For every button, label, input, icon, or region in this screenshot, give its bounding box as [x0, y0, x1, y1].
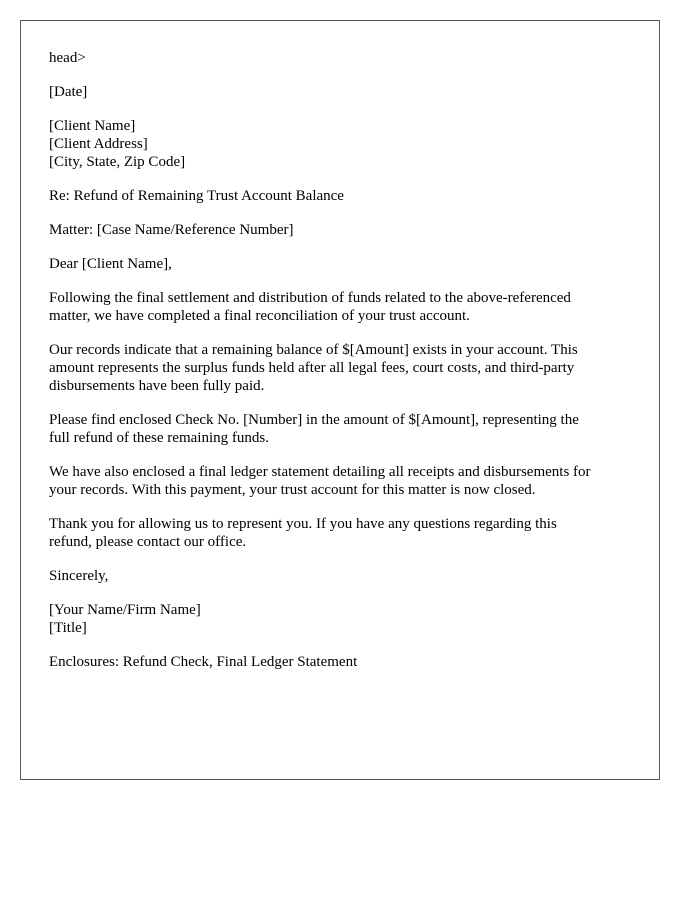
body-line: full refund of these remaining funds. [49, 430, 269, 446]
body-paragraph-4 [49, 463, 631, 499]
letter-date: [Date] [49, 84, 88, 100]
recipient-city-state-zip: [City, State, Zip Code] [49, 154, 186, 170]
enclosures-line: Enclosures: Refund Check, Final Ledger Statement [49, 654, 358, 670]
body-line: disbursements have been fully paid. [49, 378, 265, 394]
body-line: amount represents the surplus funds held after all legal fees, court costs, and third-party [49, 360, 575, 376]
body-line: your records. With this payment, your trust account for this matter is now closed. [49, 482, 536, 498]
body-line: Thank you for allowing us to represent you. If you have any questions regarding this [49, 516, 557, 532]
body-paragraph-2 [49, 341, 631, 395]
recipient-address: [Client Address] [49, 136, 148, 152]
body-line: We have also enclosed a final ledger statement detailing all receipts and disbursements for [49, 464, 591, 480]
body-line: refund, please contact our office. [49, 534, 247, 550]
stray-markup-text: head> [49, 50, 86, 66]
signature-title: [Title] [49, 620, 87, 636]
letter-page [20, 20, 660, 780]
body-paragraph-5 [49, 515, 631, 551]
matter-line: Matter: [Case Name/Reference Number] [49, 222, 294, 238]
closing: Sincerely, [49, 568, 109, 584]
body-paragraph-1 [49, 289, 631, 325]
body-paragraph-3 [49, 411, 631, 447]
re-line: Re: Refund of Remaining Trust Account Balance [49, 188, 344, 204]
body-line: Our records indicate that a remaining balance of $[Amount] exists in your account. This [49, 342, 578, 358]
salutation: Dear [Client Name], [49, 256, 172, 272]
body-line: Please find enclosed Check No. [Number] in the amount of $[Amount], representing the [49, 412, 579, 428]
body-line: matter, we have completed a final reconciliation of your trust account. [49, 308, 470, 324]
signature-block [49, 601, 631, 637]
signature-name: [Your Name/Firm Name] [49, 602, 201, 618]
body-line: Following the final settlement and distribution of funds related to the above-referenced [49, 290, 571, 306]
recipient-block [49, 117, 631, 171]
recipient-name: [Client Name] [49, 118, 136, 134]
